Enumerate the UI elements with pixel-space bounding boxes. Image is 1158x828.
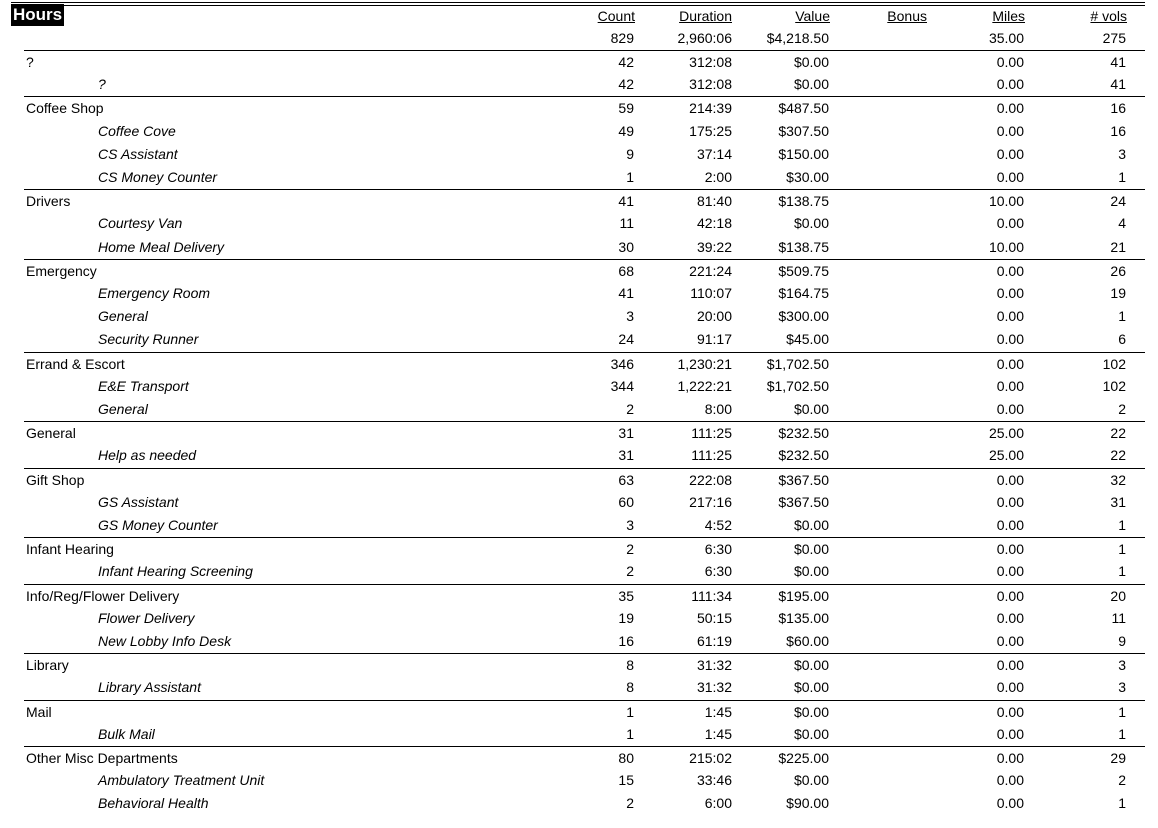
row-miles: 0.00 bbox=[996, 541, 1024, 558]
row-duration: 8:00 bbox=[704, 401, 732, 417]
row-duration: 31:32 bbox=[696, 657, 732, 674]
row-vols: 32 bbox=[1110, 471, 1126, 488]
row-value: $0.00 bbox=[793, 215, 829, 232]
activity-row bbox=[0, 166, 1158, 189]
row-value: $90.00 bbox=[786, 795, 829, 812]
row-count: 60 bbox=[618, 493, 634, 510]
category-row bbox=[24, 96, 1145, 120]
row-count: 1 bbox=[626, 703, 634, 720]
row-name: Ambulatory Treatment Unit bbox=[98, 772, 265, 789]
row-miles: 25.00 bbox=[988, 425, 1024, 442]
row-duration: 2:00 bbox=[704, 169, 732, 185]
row-duration: 39:22 bbox=[696, 238, 732, 255]
category-row bbox=[24, 746, 1145, 770]
row-miles: 0.00 bbox=[996, 471, 1024, 488]
row-count: 42 bbox=[618, 76, 634, 93]
row-value: $0.00 bbox=[793, 401, 829, 417]
top-rule bbox=[11, 2, 1145, 3]
row-vols: 16 bbox=[1110, 122, 1126, 139]
row-vols: 19 bbox=[1110, 285, 1126, 301]
row-name: Emergency bbox=[26, 262, 97, 279]
row-duration: 6:30 bbox=[704, 541, 732, 558]
activity-row bbox=[0, 676, 1158, 699]
row-miles: 0.00 bbox=[996, 122, 1024, 139]
row-miles: 0.00 bbox=[996, 54, 1024, 70]
row-duration: 20:00 bbox=[696, 308, 732, 325]
row-name: Coffee Cove bbox=[98, 122, 176, 139]
activity-row bbox=[0, 282, 1158, 305]
row-value: $135.00 bbox=[778, 609, 829, 626]
row-vols: 1 bbox=[1118, 541, 1126, 558]
row-count: 59 bbox=[618, 100, 634, 117]
row-value: $0.00 bbox=[793, 703, 829, 720]
row-value: $164.75 bbox=[778, 285, 829, 301]
category-row bbox=[24, 259, 1145, 283]
activity-row bbox=[0, 607, 1158, 630]
row-count: 8 bbox=[626, 657, 634, 674]
category-row bbox=[24, 189, 1145, 213]
row-value: $367.50 bbox=[778, 471, 829, 488]
row-name: Flower Delivery bbox=[98, 609, 195, 626]
row-value: $138.75 bbox=[778, 193, 829, 210]
row-miles: 0.00 bbox=[996, 308, 1024, 325]
row-count: 19 bbox=[618, 609, 634, 626]
category-row bbox=[24, 50, 1145, 74]
row-vols: 1 bbox=[1118, 517, 1126, 533]
row-miles: 10.00 bbox=[988, 238, 1024, 255]
row-duration: 81:40 bbox=[696, 193, 732, 210]
row-value: $45.00 bbox=[786, 331, 829, 348]
row-value: $307.50 bbox=[778, 122, 829, 139]
header-vols: # vols bbox=[1090, 8, 1127, 24]
category-row bbox=[24, 653, 1145, 677]
row-count: 31 bbox=[618, 447, 634, 464]
activity-row bbox=[0, 143, 1158, 166]
row-count: 41 bbox=[618, 285, 634, 301]
row-miles: 0.00 bbox=[996, 633, 1024, 649]
row-value: $0.00 bbox=[793, 657, 829, 674]
row-value: $0.00 bbox=[793, 679, 829, 696]
totals-row bbox=[0, 27, 1158, 50]
row-duration: 42:18 bbox=[696, 215, 732, 232]
row-name: Mail bbox=[26, 703, 52, 720]
row-value: $0.00 bbox=[793, 76, 829, 93]
row-value: $0.00 bbox=[793, 725, 829, 742]
top-rule-second bbox=[11, 5, 1145, 6]
row-duration: 312:08 bbox=[689, 76, 732, 93]
row-duration: 61:19 bbox=[696, 633, 732, 649]
row-value: $225.00 bbox=[778, 750, 829, 766]
row-miles: 0.00 bbox=[996, 679, 1024, 696]
activity-row bbox=[0, 630, 1158, 653]
row-duration: 1:45 bbox=[704, 703, 732, 720]
row-name: Errand & Escort bbox=[26, 355, 125, 372]
row-duration: 37:14 bbox=[696, 145, 732, 162]
row-count: 80 bbox=[618, 750, 634, 766]
row-value: $232.50 bbox=[778, 447, 829, 464]
row-duration: 214:39 bbox=[689, 100, 732, 117]
row-count: 3 bbox=[626, 308, 634, 325]
row-value: $487.50 bbox=[778, 100, 829, 117]
row-duration: 91:17 bbox=[696, 331, 732, 348]
header-count: Count bbox=[597, 8, 635, 24]
row-value: $0.00 bbox=[793, 54, 829, 70]
total-miles: 35.00 bbox=[988, 30, 1024, 46]
row-vols: 26 bbox=[1110, 262, 1126, 279]
row-value: $232.50 bbox=[778, 425, 829, 442]
row-duration: 6:00 bbox=[704, 795, 732, 812]
row-vols: 1 bbox=[1118, 169, 1126, 185]
row-vols: 24 bbox=[1110, 193, 1126, 210]
row-miles: 0.00 bbox=[996, 76, 1024, 93]
row-vols: 22 bbox=[1110, 425, 1126, 442]
row-duration: 221:24 bbox=[689, 262, 732, 279]
row-vols: 102 bbox=[1102, 377, 1126, 394]
row-duration: 1,222:21 bbox=[677, 377, 732, 394]
row-vols: 2 bbox=[1118, 401, 1126, 417]
category-row bbox=[24, 537, 1145, 561]
row-name: Infant Hearing Screening bbox=[98, 563, 253, 580]
activity-row bbox=[0, 769, 1158, 792]
header-value: Value bbox=[795, 8, 830, 24]
header-duration: Duration bbox=[679, 8, 732, 24]
activity-row bbox=[0, 491, 1158, 514]
activity-row bbox=[0, 236, 1158, 259]
row-name: ? bbox=[98, 76, 106, 93]
activity-row bbox=[0, 328, 1158, 351]
row-name: General bbox=[98, 401, 148, 417]
row-duration: 31:32 bbox=[696, 679, 732, 696]
activity-row bbox=[0, 305, 1158, 328]
activity-row bbox=[0, 444, 1158, 467]
row-duration: 222:08 bbox=[689, 471, 732, 488]
row-miles: 0.00 bbox=[996, 377, 1024, 394]
category-row bbox=[24, 352, 1145, 376]
row-duration: 111:34 bbox=[691, 587, 732, 604]
row-name: Info/Reg/Flower Delivery bbox=[26, 587, 180, 604]
report-title: Hours bbox=[13, 5, 63, 24]
row-count: 3 bbox=[626, 517, 634, 533]
activity-row bbox=[0, 212, 1158, 235]
row-count: 346 bbox=[610, 355, 634, 372]
category-row bbox=[24, 584, 1145, 608]
category-row bbox=[24, 421, 1145, 445]
row-name: Help as needed bbox=[98, 447, 197, 464]
row-value: $0.00 bbox=[793, 541, 829, 558]
row-value: $367.50 bbox=[778, 493, 829, 510]
row-count: 9 bbox=[626, 145, 634, 162]
row-name: General bbox=[26, 425, 76, 442]
row-miles: 0.00 bbox=[996, 795, 1024, 812]
activity-row bbox=[0, 792, 1158, 815]
header-miles: Miles bbox=[992, 8, 1025, 24]
row-count: 344 bbox=[610, 377, 634, 394]
row-count: 63 bbox=[618, 471, 634, 488]
row-name: Library Assistant bbox=[98, 679, 201, 696]
row-name: Library bbox=[26, 657, 69, 674]
activity-row bbox=[0, 723, 1158, 746]
row-name: GS Assistant bbox=[98, 493, 179, 510]
row-value: $60.00 bbox=[786, 633, 829, 649]
row-value: $1,702.50 bbox=[766, 377, 829, 394]
row-miles: 0.00 bbox=[996, 262, 1024, 279]
row-vols: 16 bbox=[1110, 100, 1126, 117]
row-name: Home Meal Delivery bbox=[98, 238, 225, 255]
row-duration: 217:16 bbox=[689, 493, 732, 510]
row-value: $0.00 bbox=[793, 563, 829, 580]
activity-row bbox=[0, 120, 1158, 143]
row-name: Courtesy Van bbox=[98, 215, 183, 232]
row-vols: 21 bbox=[1110, 238, 1126, 255]
total-duration: 2,960:06 bbox=[677, 30, 732, 46]
row-vols: 29 bbox=[1110, 750, 1126, 766]
row-count: 68 bbox=[618, 262, 634, 279]
category-row bbox=[24, 468, 1145, 492]
row-count: 30 bbox=[618, 238, 634, 255]
row-name: ? bbox=[26, 54, 34, 70]
row-miles: 0.00 bbox=[996, 169, 1024, 185]
row-miles: 0.00 bbox=[996, 750, 1024, 766]
row-value: $195.00 bbox=[778, 587, 829, 604]
row-miles: 0.00 bbox=[996, 703, 1024, 720]
row-miles: 0.00 bbox=[996, 331, 1024, 348]
row-miles: 0.00 bbox=[996, 517, 1024, 533]
row-vols: 3 bbox=[1118, 657, 1126, 674]
row-miles: 0.00 bbox=[996, 493, 1024, 510]
category-row bbox=[24, 700, 1145, 724]
row-count: 2 bbox=[626, 541, 634, 558]
row-value: $509.75 bbox=[778, 262, 829, 279]
row-duration: 111:25 bbox=[691, 447, 732, 464]
row-vols: 1 bbox=[1118, 795, 1126, 812]
row-miles: 25.00 bbox=[988, 447, 1024, 464]
row-count: 1 bbox=[626, 725, 634, 742]
row-name: Infant Hearing bbox=[26, 541, 114, 558]
row-vols: 4 bbox=[1118, 215, 1126, 232]
row-count: 16 bbox=[618, 633, 634, 649]
row-value: $1,702.50 bbox=[766, 355, 829, 372]
row-name: Behavioral Health bbox=[98, 795, 209, 812]
row-count: 11 bbox=[619, 215, 634, 232]
row-miles: 0.00 bbox=[996, 657, 1024, 674]
row-value: $0.00 bbox=[793, 517, 829, 533]
row-miles: 0.00 bbox=[996, 401, 1024, 417]
row-value: $300.00 bbox=[778, 308, 829, 325]
row-name: Bulk Mail bbox=[98, 725, 155, 742]
row-value: $138.75 bbox=[778, 238, 829, 255]
row-duration: 215:02 bbox=[689, 750, 732, 766]
row-name: E&E Transport bbox=[98, 377, 189, 394]
row-miles: 0.00 bbox=[996, 145, 1024, 162]
row-name: Security Runner bbox=[98, 331, 199, 348]
row-count: 41 bbox=[618, 193, 634, 210]
row-vols: 41 bbox=[1110, 76, 1126, 93]
row-vols: 1 bbox=[1118, 703, 1126, 720]
row-vols: 3 bbox=[1118, 145, 1126, 162]
row-miles: 0.00 bbox=[996, 772, 1024, 789]
row-count: 35 bbox=[618, 587, 634, 604]
row-name: Drivers bbox=[26, 193, 71, 210]
row-duration: 50:15 bbox=[696, 609, 732, 626]
row-name: CS Assistant bbox=[98, 145, 178, 162]
row-count: 31 bbox=[618, 425, 634, 442]
row-miles: 0.00 bbox=[996, 609, 1024, 626]
row-miles: 0.00 bbox=[996, 355, 1024, 372]
row-vols: 22 bbox=[1110, 447, 1126, 464]
row-miles: 0.00 bbox=[996, 285, 1024, 301]
row-value: $0.00 bbox=[793, 772, 829, 789]
row-name: GS Money Counter bbox=[98, 517, 218, 533]
row-count: 2 bbox=[626, 563, 634, 580]
row-vols: 9 bbox=[1118, 633, 1126, 649]
activity-row bbox=[0, 560, 1158, 583]
row-name: Emergency Room bbox=[98, 285, 211, 301]
row-duration: 1:45 bbox=[704, 725, 732, 742]
row-duration: 1,230:21 bbox=[677, 355, 732, 372]
row-duration: 312:08 bbox=[689, 54, 732, 70]
row-count: 8 bbox=[626, 679, 634, 696]
row-miles: 0.00 bbox=[996, 215, 1024, 232]
activity-row bbox=[0, 375, 1158, 398]
row-miles: 0.00 bbox=[996, 563, 1024, 580]
row-duration: 111:25 bbox=[691, 425, 732, 442]
row-name: Gift Shop bbox=[26, 471, 85, 488]
activity-row bbox=[0, 514, 1158, 537]
row-vols: 1 bbox=[1118, 308, 1126, 325]
row-vols: 11 bbox=[1111, 609, 1126, 626]
row-count: 15 bbox=[618, 772, 634, 789]
row-count: 2 bbox=[626, 401, 634, 417]
row-vols: 3 bbox=[1118, 679, 1126, 696]
row-vols: 41 bbox=[1110, 54, 1126, 70]
total-vols: 275 bbox=[1102, 30, 1126, 46]
activity-row bbox=[0, 398, 1158, 421]
row-miles: 0.00 bbox=[996, 100, 1024, 117]
row-value: $150.00 bbox=[778, 145, 829, 162]
row-count: 24 bbox=[618, 331, 634, 348]
row-count: 1 bbox=[626, 169, 634, 185]
row-name: New Lobby Info Desk bbox=[98, 633, 232, 649]
total-count: 829 bbox=[610, 30, 634, 46]
row-miles: 10.00 bbox=[988, 193, 1024, 210]
row-vols: 31 bbox=[1110, 493, 1126, 510]
row-miles: 0.00 bbox=[996, 587, 1024, 604]
row-vols: 6 bbox=[1118, 331, 1126, 348]
row-name: Coffee Shop bbox=[26, 100, 104, 117]
activity-row bbox=[0, 73, 1158, 96]
row-miles: 0.00 bbox=[996, 725, 1024, 742]
row-duration: 4:52 bbox=[704, 517, 732, 533]
row-count: 2 bbox=[626, 795, 634, 812]
row-duration: 110:07 bbox=[690, 285, 732, 301]
row-value: $30.00 bbox=[786, 169, 829, 185]
header-bonus: Bonus bbox=[887, 8, 927, 24]
row-name: Other Misc Departments bbox=[26, 750, 178, 766]
row-duration: 6:30 bbox=[704, 563, 732, 580]
row-count: 42 bbox=[618, 54, 634, 70]
row-vols: 1 bbox=[1118, 725, 1126, 742]
row-name: CS Money Counter bbox=[98, 169, 218, 185]
row-vols: 102 bbox=[1102, 355, 1126, 372]
row-vols: 1 bbox=[1118, 563, 1126, 580]
row-vols: 2 bbox=[1118, 772, 1126, 789]
row-count: 49 bbox=[618, 122, 634, 139]
row-name: General bbox=[98, 308, 148, 325]
row-duration: 33:46 bbox=[696, 772, 732, 789]
row-duration: 175:25 bbox=[689, 122, 732, 139]
row-vols: 20 bbox=[1110, 587, 1126, 604]
total-value: $4,218.50 bbox=[766, 30, 829, 46]
